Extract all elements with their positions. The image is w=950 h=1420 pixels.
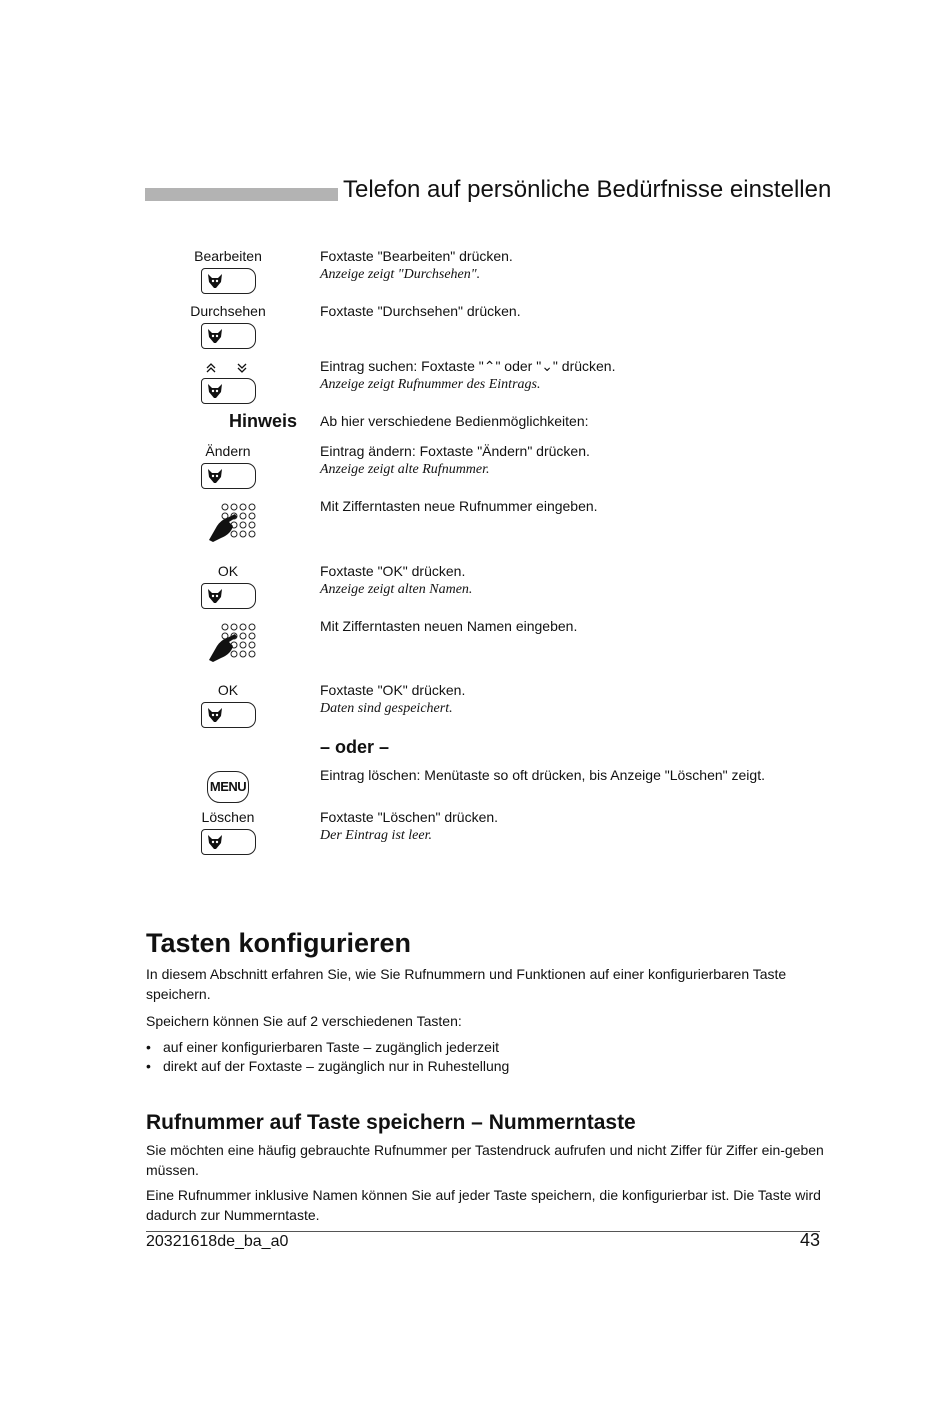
list-item-text: auf einer konfigurierbaren Taste – zugänglich jederzeit <box>163 1039 499 1055</box>
fox-key-icon <box>201 702 256 728</box>
keypad-icon <box>207 622 259 668</box>
fox-key-icon <box>201 323 256 349</box>
footer-rule <box>146 1231 820 1232</box>
fox-key-icon <box>201 583 256 609</box>
step-note: Anzeige zeigt "Durchsehen". <box>320 267 481 282</box>
oder-separator: – oder – <box>320 737 390 757</box>
fox-key-icon <box>201 829 256 855</box>
keypad-icon <box>207 502 259 548</box>
hinweis-label: Hinweis <box>228 411 297 431</box>
step-text: Eintrag suchen: Foxtaste "⌃" oder "⌄" drücken. <box>320 358 616 374</box>
softkey-label-ok: OK <box>217 682 239 698</box>
step-text: Foxtaste "Durchsehen" drücken. <box>320 303 521 319</box>
step-note: Der Eintrag ist leer. <box>320 828 432 843</box>
step-text: Eintrag ändern: Foxtaste "Ändern" drücken. <box>320 443 590 459</box>
step-text: Foxtaste "Bearbeiten" drücken. <box>320 248 513 264</box>
list-item-text: direkt auf der Foxtaste – zugänglich nur in Ruhestellung <box>163 1058 510 1074</box>
step-text: Mit Zifferntasten neuen Namen eingeben. <box>320 618 578 634</box>
step-text: Eintrag löschen: Menütaste so oft drücken, bis Anzeige "Löschen" zeigt. <box>320 767 765 783</box>
header-bar <box>145 188 338 201</box>
list-item: • direkt auf der Foxtaste – zugänglich nur in Ruhestellung <box>146 1058 510 1074</box>
softkey-label-bearbeiten: Bearbeiten <box>194 248 262 264</box>
step-text: Mit Zifferntasten neue Rufnummer eingeben. <box>320 498 598 514</box>
step-text: Foxtaste "OK" drücken. <box>320 682 466 698</box>
page-header-title: Telefon auf persönliche Bedürfnisse einstellen <box>343 176 832 203</box>
softkey-label-durchsehen: Durchsehen <box>190 303 266 319</box>
subsection-title: Rufnummer auf Taste speichern – Nummerntaste <box>146 1111 636 1134</box>
softkey-label-aendern: Ändern <box>205 443 251 459</box>
fox-key-icon <box>201 463 256 489</box>
step-note: Daten sind gespeichert. <box>320 701 453 716</box>
fox-key-icon <box>201 268 256 294</box>
step-text: Foxtaste "OK" drücken. <box>320 563 466 579</box>
menu-key-icon: MENU <box>207 771 249 803</box>
step-note: Anzeige zeigt alte Rufnummer. <box>320 462 490 477</box>
document-id: 20321618de_ba_a0 <box>146 1233 289 1250</box>
step-note: Anzeige zeigt Rufnummer des Eintrags. <box>320 377 541 392</box>
softkey-label-ok: OK <box>217 563 239 579</box>
subsection-paragraph: Eine Rufnummer inklusive Namen können Sie auf jeder Taste speichern, die konfigurierbar ist. Die Taste wird dadurch zur Nummerntaste. <box>146 1187 821 1223</box>
subsection-paragraph: Sie möchten eine häufig gebrauchte Rufnummer per Tastendruck aufrufen und nicht Ziffer für Ziffer ein-geben müssen. <box>146 1142 824 1178</box>
section-paragraph: Speichern können Sie auf 2 verschiedenen Tasten: <box>146 1013 462 1029</box>
step-text: Foxtaste "Löschen" drücken. <box>320 809 499 825</box>
page-number: 43 <box>799 1230 820 1250</box>
scroll-arrows-icon <box>205 359 251 371</box>
softkey-label-loeschen: Löschen <box>201 809 255 825</box>
section-paragraph: In diesem Abschnitt erfahren Sie, wie Sie Rufnummern und Funktionen auf einer konfigurierbaren Taste speichern. <box>146 966 787 1002</box>
fox-key-icon <box>201 378 256 404</box>
hinweis-text: Ab hier verschiedene Bedienmöglichkeiten: <box>320 413 589 429</box>
list-item: • auf einer konfigurierbaren Taste – zugänglich jederzeit <box>146 1039 499 1055</box>
section-title: Tasten konfigurieren <box>146 928 412 958</box>
step-note: Anzeige zeigt alten Namen. <box>320 582 473 597</box>
